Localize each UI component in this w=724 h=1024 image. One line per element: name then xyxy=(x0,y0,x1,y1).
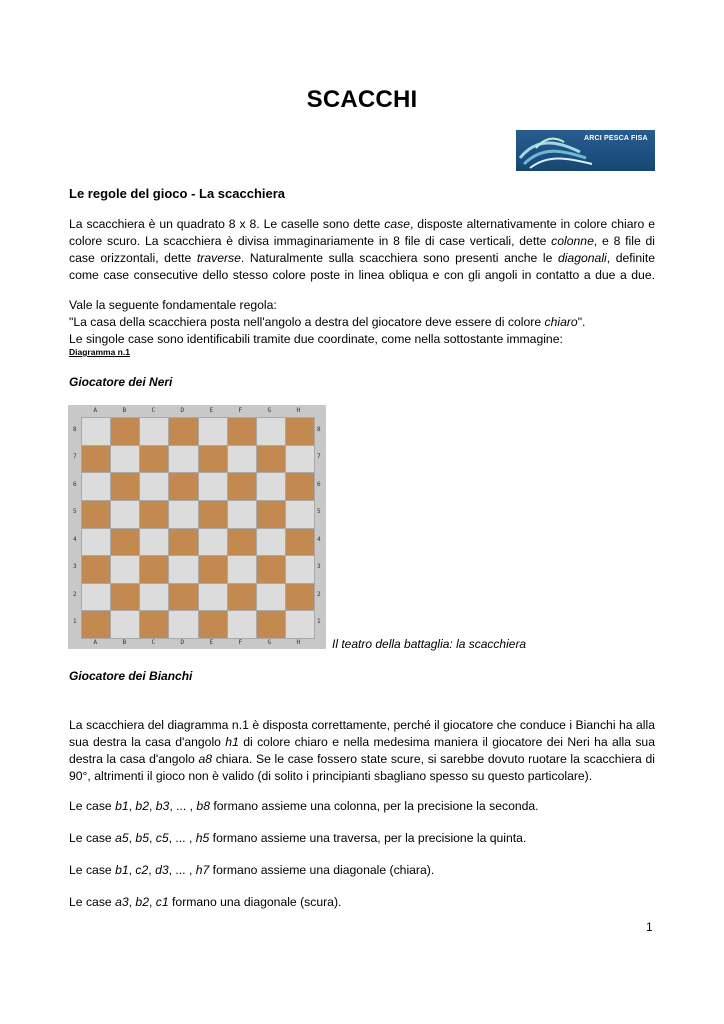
chessboard-grid xyxy=(81,417,315,639)
square-b5 xyxy=(111,501,139,528)
page-number: 1 xyxy=(646,920,653,934)
rank-label-right: 3 xyxy=(317,563,321,571)
rank-label-left: 5 xyxy=(73,508,77,516)
square-b2 xyxy=(111,584,139,611)
rank-label-left: 4 xyxy=(73,535,77,543)
board-caption: Il teatro della battaglia: la scacchiera xyxy=(332,637,527,651)
square-b1 xyxy=(111,611,139,638)
square-d3 xyxy=(169,556,197,583)
explanation-line-3: destra la casa d'angolo a8 chiara. Se le case fossero state scure, si sarebbe dovuto ruotare la scacchiera di xyxy=(69,752,655,766)
black-player-label: Giocatore dei Neri xyxy=(69,375,173,389)
square-d1 xyxy=(169,611,197,638)
file-label-bottom: H xyxy=(296,639,301,646)
square-h5 xyxy=(286,501,314,528)
file-label-top: E xyxy=(209,407,214,414)
rank-label-left: 6 xyxy=(73,480,77,488)
square-f2 xyxy=(228,584,256,611)
square-h8 xyxy=(286,418,314,445)
square-b4 xyxy=(111,529,139,556)
square-f3 xyxy=(228,556,256,583)
square-a1 xyxy=(82,611,110,638)
rank-label-left: 2 xyxy=(73,590,77,598)
square-c4 xyxy=(140,529,168,556)
square-d4 xyxy=(169,529,197,556)
square-d6 xyxy=(169,473,197,500)
rank-label-left: 8 xyxy=(73,425,77,433)
square-f8 xyxy=(228,418,256,445)
square-b3 xyxy=(111,556,139,583)
rank-label-right: 6 xyxy=(317,480,321,488)
square-g8 xyxy=(257,418,285,445)
square-h1 xyxy=(286,611,314,638)
square-c1 xyxy=(140,611,168,638)
square-a8 xyxy=(82,418,110,445)
square-g7 xyxy=(257,446,285,473)
rank-label-left: 3 xyxy=(73,563,77,571)
square-g5 xyxy=(257,501,285,528)
square-a6 xyxy=(82,473,110,500)
rule-line-2: "La casa della scacchiera posta nell'angolo a destra del giocatore deve essere di colore chiaro". xyxy=(69,315,586,329)
file-label-top: A xyxy=(93,407,98,414)
square-h7 xyxy=(286,446,314,473)
explanation-line-4: 90°, altrimenti il gioco non è valido (di solito i principianti sbagliano spesso su questo particolare). xyxy=(69,769,593,783)
square-d7 xyxy=(169,446,197,473)
file-label-top: C xyxy=(151,407,156,414)
square-d2 xyxy=(169,584,197,611)
diagram-label: Diagramma n.1 xyxy=(69,347,130,357)
rank-label-right: 1 xyxy=(317,618,321,626)
square-f1 xyxy=(228,611,256,638)
white-player-label: Giocatore dei Bianchi xyxy=(69,669,193,683)
rule-line-1: Vale la seguente fondamentale regola: xyxy=(69,298,277,312)
explanation-line-2: sua destra la casa d'angolo h1 di colore chiaro e nella medesima maniera il giocatore dei Neri ha alla sua xyxy=(69,735,655,749)
square-e1 xyxy=(199,611,227,638)
intro-line-2: colore scuro. La scacchiera è divisa immaginariamente in 8 file di case verticali, dette colonne, e 8 file di xyxy=(69,234,655,248)
rank-label-left: 1 xyxy=(73,618,77,626)
rank-label-right: 7 xyxy=(317,453,321,461)
rank-label-left: 7 xyxy=(73,453,77,461)
rank-label-right: 4 xyxy=(317,535,321,543)
file-label-bottom: E xyxy=(209,639,214,646)
rank-label-right: 8 xyxy=(317,425,321,433)
square-g4 xyxy=(257,529,285,556)
square-h2 xyxy=(286,584,314,611)
square-e4 xyxy=(199,529,227,556)
square-e3 xyxy=(199,556,227,583)
file-label-bottom: C xyxy=(151,639,156,646)
chessboard-diagram xyxy=(68,405,326,649)
file-label-top: D xyxy=(180,407,185,414)
rank-example: Le case a5, b5, c5, ... , h5 formano assieme una traversa, per la precisione la quinta. xyxy=(69,831,527,845)
file-label-bottom: F xyxy=(238,639,243,646)
rule-line-3: Le singole case sono identificabili tramite due coordinate, come nella sottostante immagine: xyxy=(69,332,563,346)
square-e7 xyxy=(199,446,227,473)
file-label-bottom: D xyxy=(180,639,185,646)
square-f6 xyxy=(228,473,256,500)
square-c2 xyxy=(140,584,168,611)
square-f7 xyxy=(228,446,256,473)
square-e6 xyxy=(199,473,227,500)
rank-label-right: 2 xyxy=(317,590,321,598)
intro-line-1: La scacchiera è un quadrato 8 x 8. Le caselle sono dette case, disposte alternativamente in colore chiaro e xyxy=(69,217,655,231)
square-h4 xyxy=(286,529,314,556)
square-c5 xyxy=(140,501,168,528)
light-diagonal-example: Le case b1, c2, d3, ... , h7 formano assieme una diagonale (chiara). xyxy=(69,863,435,877)
square-b8 xyxy=(111,418,139,445)
file-label-bottom: G xyxy=(267,639,272,646)
square-c3 xyxy=(140,556,168,583)
square-f5 xyxy=(228,501,256,528)
square-h6 xyxy=(286,473,314,500)
file-label-top: B xyxy=(122,407,127,414)
square-a2 xyxy=(82,584,110,611)
square-g3 xyxy=(257,556,285,583)
intro-line-3: case orizzontali, dette traverse. Naturalmente sulla scacchiera sono presenti anche le diagonali, definite xyxy=(69,251,656,265)
intro-line-4: come case consecutive dello stesso colore poste in linea obliqua e con gli angoli in contatto a due a due. xyxy=(69,268,655,282)
square-b7 xyxy=(111,446,139,473)
square-c6 xyxy=(140,473,168,500)
square-c8 xyxy=(140,418,168,445)
square-g2 xyxy=(257,584,285,611)
square-e5 xyxy=(199,501,227,528)
square-e8 xyxy=(199,418,227,445)
square-h3 xyxy=(286,556,314,583)
file-label-bottom: A xyxy=(93,639,98,646)
file-label-top: H xyxy=(296,407,301,414)
dark-diagonal-example: Le case a3, b2, c1 formano una diagonale (scura). xyxy=(69,895,342,909)
square-f4 xyxy=(228,529,256,556)
logo-text: ARCI PESCA FISA xyxy=(584,135,648,142)
square-d5 xyxy=(169,501,197,528)
explanation-line-1: La scacchiera del diagramma n.1 è disposta correttamente, perché il giocatore che conduce i Bianchi ha alla xyxy=(69,718,655,732)
square-a4 xyxy=(82,529,110,556)
square-a7 xyxy=(82,446,110,473)
file-label-bottom: B xyxy=(122,639,127,646)
rank-label-right: 5 xyxy=(317,508,321,516)
square-g6 xyxy=(257,473,285,500)
file-label-top: F xyxy=(238,407,243,414)
page-title: SCACCHI xyxy=(306,86,418,113)
file-label-top: G xyxy=(267,407,272,414)
arci-pesca-fisa-logo xyxy=(516,130,655,171)
square-e2 xyxy=(199,584,227,611)
section-heading: Le regole del gioco - La scacchiera xyxy=(69,186,286,201)
square-g1 xyxy=(257,611,285,638)
square-b6 xyxy=(111,473,139,500)
square-d8 xyxy=(169,418,197,445)
column-example: Le case b1, b2, b3, ... , b8 formano assieme una colonna, per la precisione la seconda. xyxy=(69,799,539,813)
square-c7 xyxy=(140,446,168,473)
square-a5 xyxy=(82,501,110,528)
square-a3 xyxy=(82,556,110,583)
